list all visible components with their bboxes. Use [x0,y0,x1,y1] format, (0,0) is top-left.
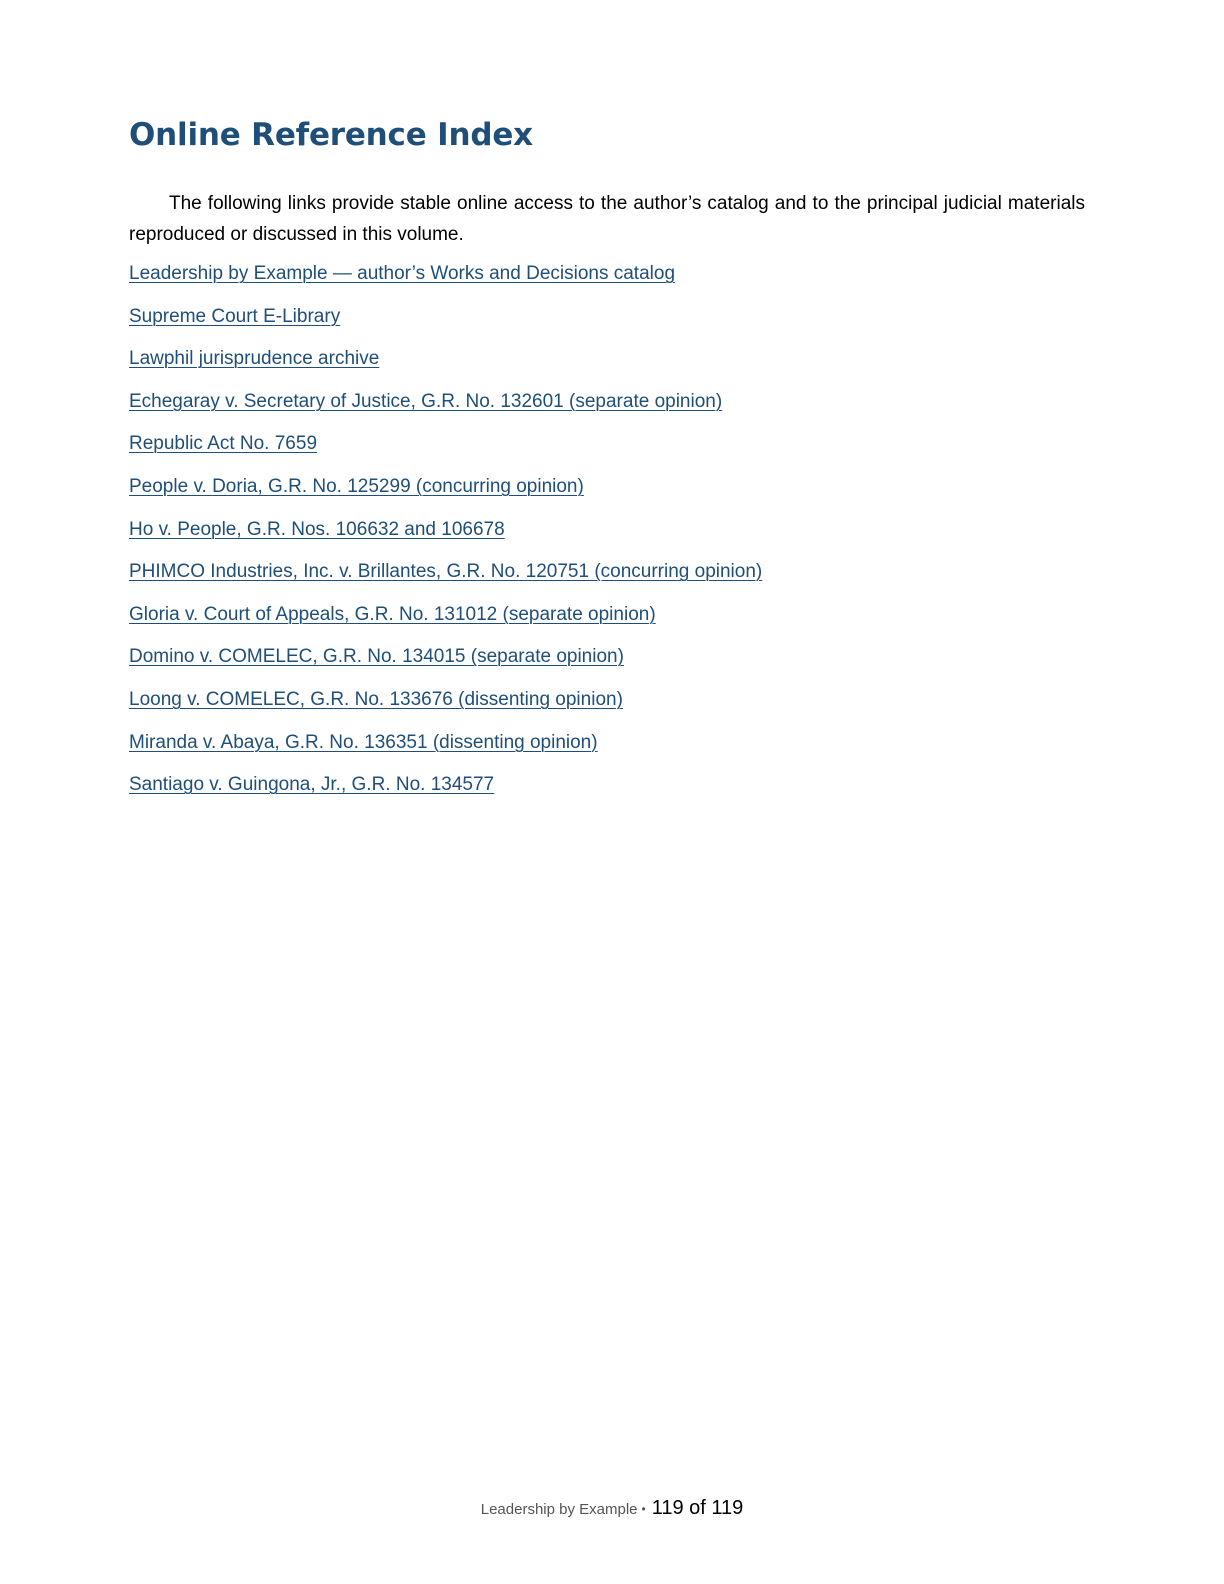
reference-link-miranda[interactable]: Miranda v. Abaya, G.R. No. 136351 (dissenting opinion) [129,731,598,753]
reference-link-loong[interactable]: Loong v. COMELEC, G.R. No. 133676 (dissenting opinion) [129,688,623,710]
reference-link-list [129,259,1085,813]
list-item [129,302,1085,345]
reference-link-domino[interactable]: Domino v. COMELEC, G.R. No. 134015 (separate opinion) [129,646,624,668]
reference-link-gloria[interactable]: Gloria v. Court of Appeals, G.R. No. 131012 (separate opinion) [129,603,656,625]
list-item [129,515,1085,558]
reference-link-echegaray[interactable]: Echegaray v. Secretary of Justice, G.R. No. 132601 (separate opinion) [129,390,723,412]
list-item [129,259,1085,302]
intro-paragraph: The following links provide stable online access to the author’s catalog and to the principal judicial materials reproduced or discussed in this volume. [129,193,1085,245]
reference-link-people-v-doria[interactable]: People v. Doria, G.R. No. 125299 (concurring opinion) [129,475,584,497]
list-item [129,685,1085,728]
list-item [129,642,1085,685]
reference-link-ho-v-people[interactable]: Ho v. People, G.R. Nos. 106632 and 106678 [129,518,505,540]
list-item [129,472,1085,515]
list-item [129,600,1085,643]
list-item [129,770,1085,813]
list-item [129,344,1085,387]
reference-link-ra-7659[interactable]: Republic Act No. 7659 [129,433,318,455]
page-footer [0,1497,1224,1520]
page-number: 119 of 119 [651,1497,744,1519]
reference-link-lawphil[interactable]: Lawphil jurisprudence archive [129,348,380,370]
reference-link-sc-elibrary[interactable]: Supreme Court E-Library [129,305,341,327]
footer-separator: • [641,1502,646,1516]
page-title: Online Reference Index [129,117,533,153]
reference-link-author-catalog[interactable]: Leadership by Example — author’s Works and Decisions catalog [129,263,676,284]
reference-link-phimco[interactable]: PHIMCO Industries, Inc. v. Brillantes, G.R. No. 120751 (concurring opinion) [129,561,763,583]
list-item [129,557,1085,600]
reference-link-santiago[interactable]: Santiago v. Guingona, Jr., G.R. No. 134577 [129,774,495,796]
footer-book-title: Leadership by Example [480,1501,638,1518]
list-item [129,429,1085,472]
page-content [129,112,1085,813]
list-item [129,387,1085,430]
list-item [129,728,1085,771]
